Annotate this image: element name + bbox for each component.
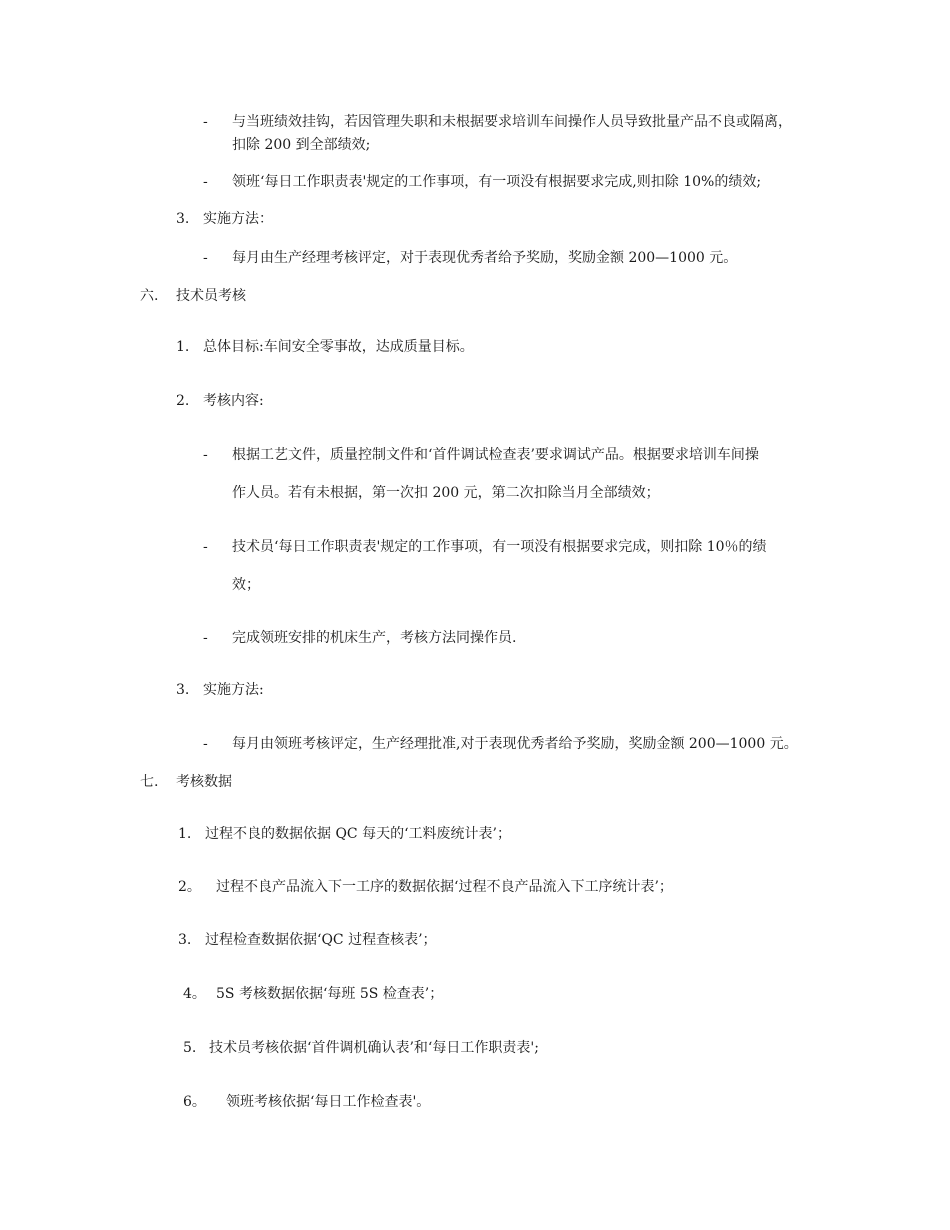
list-item-text: 总体目标:车间安全零事故，达成质量目标。 (203, 339, 474, 355)
list-number: 3. (176, 211, 190, 227)
list-item-text: 领班考核依据‘每日工作检查表'。 (226, 1094, 431, 1110)
bullet-dash: - (203, 447, 208, 463)
bullet-text-line-1: 与当班绩效挂钩，若因管理失职和未根据要求培训车间操作人员导致批量产品不良或隔离， (232, 114, 792, 130)
bullet-dash: - (203, 174, 208, 190)
list-item-text: 过程检查数据依据‘QC 过程查核表’； (205, 932, 437, 948)
list-number: 4。 (183, 986, 206, 1002)
list-item-text: 实施方法： (203, 211, 273, 227)
bullet-text-line-1: 技术员‘每日工作职责表'规定的工作事项，有一项没有根据要求完成，则扣除 10％的绩 (232, 539, 767, 555)
list-item-text: 过程不良的数据依据 QC 每天的‘工料废统计表’； (205, 826, 511, 842)
list-number: 1. (176, 339, 190, 355)
bullet-text-line-2: 效； (232, 577, 260, 593)
bullet-text-line-1: 根据工艺文件，质量控制文件和‘首件调试检查表’要求调试产品。根据要求培训车间操 (232, 447, 759, 463)
list-number: 6。 (183, 1094, 206, 1110)
section-number: 六. (140, 288, 159, 304)
list-number: 2。 (178, 879, 201, 895)
bullet-dash: - (203, 250, 208, 266)
list-item-text: 考核内容: (203, 393, 264, 409)
bullet-dash: - (203, 736, 208, 752)
bullet-text: 领班‘每日工作职责表'规定的工作事项，有一项没有根据要求完成,则扣除 10%的绩效; (232, 174, 762, 190)
section-heading: 考核数据 (176, 774, 232, 790)
list-number: 5. (183, 1040, 197, 1056)
section-number: 七. (140, 774, 159, 790)
bullet-dash: - (203, 114, 208, 130)
bullet-text: 完成领班安排的机床生产，考核方法同操作员. (232, 630, 517, 646)
list-number: 1. (178, 826, 192, 842)
list-item-text: 实施方法: (203, 682, 264, 698)
list-number: 3. (178, 932, 192, 948)
bullet-text-line-2: 扣除 200 到全部绩效; (232, 137, 371, 153)
bullet-text-line-2: 作人员。若有未根据，第一次扣 200 元，第二次扣除当月全部绩效； (232, 485, 660, 501)
section-heading: 技术员考核 (176, 288, 246, 304)
bullet-dash: - (203, 539, 208, 555)
list-item-text: 5S 考核数据依据‘每班 5S 检查表’； (216, 986, 444, 1002)
bullet-dash: - (203, 630, 208, 646)
list-item-text: 技术员考核依据‘首件调机确认表’和‘每日工作职责表'; (209, 1040, 539, 1056)
list-number: 2. (176, 393, 190, 409)
bullet-text: 每月由生产经理考核评定，对于表现优秀者给予奖励，奖励金额 200—1000 元。 (232, 250, 738, 266)
list-item-text: 过程不良产品流入下一工序的数据依据‘过程不良产品流入下工序统计表’； (216, 879, 673, 895)
bullet-text: 每月由领班考核评定，生产经理批准,对于表现优秀者给予奖励，奖励金额 200—1000 元。 (232, 736, 798, 752)
list-number: 3. (176, 682, 190, 698)
